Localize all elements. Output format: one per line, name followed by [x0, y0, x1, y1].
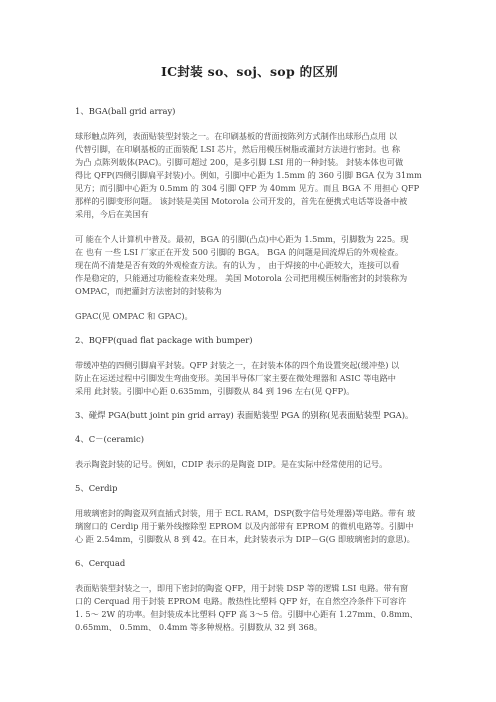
- paragraph-line: 0.65mm、 0.5mm、 0.4mm 等多种规格。引脚数从 32 到 368。: [75, 622, 323, 632]
- document-body: [75, 106, 424, 634]
- section-paragraph: [75, 130, 424, 221]
- section-heading: 4、C－(ceramic): [75, 434, 144, 444]
- paragraph-line: 可 能在个人计算机中普及。最初，BGA 的引脚(凸点)中心距为 1.5mm，引脚数为 225。现: [75, 234, 409, 244]
- paragraph-line: 球形触点阵列，表面贴装型封装之一。在印刷基板的背面按陈列方式制作出球形凸点用 以: [75, 131, 397, 141]
- section-paragraph: [75, 582, 424, 634]
- paragraph-line: 用玻璃密封的陶瓷双列直插式封装，用于 ECL RAM，DSP(数字信号处理器)等电路。带有 玻: [75, 508, 416, 518]
- section-paragraph: [75, 359, 424, 398]
- paragraph-line: 代替引脚，在印刷基板的正面装配 LSI 芯片，然后用模压树脂或灌封方法进行密封。也 称: [75, 144, 401, 154]
- paragraph-line: 那样的引脚变形问题。 该封装是美国 Motorola 公司开发的，首先在便携式电话等设备中被: [75, 196, 408, 206]
- paragraph-line: 表面贴装型封装之一，即用下密封的陶瓷 QFP，用于封装 DSP 等的逻辑 LSI 电路。带有窗: [75, 583, 409, 593]
- paragraph-line: 1. 5～ 2W 的功率。但封装成本比塑料 QFP 高 3～5 倍。引脚中心距有 1.27mm、0.8mm、: [75, 609, 418, 619]
- paragraph-line: 在 也有 一些 LSI 厂家正在开发 500 引脚的 BGA。 BGA 的问题是回流焊后的外观检查。: [75, 247, 404, 257]
- section-heading: 3、碰焊 PGA(butt joint pin grid array) 表面贴装型 PGA 的别称(见表面贴装型 PGA)。: [75, 410, 414, 420]
- section-paragraph: [75, 458, 424, 471]
- paragraph-line: 防止在运送过程中引脚发生弯曲变形。美国半导体厂家主要在微处理器和 ASIC 等电路中: [75, 373, 396, 383]
- paragraph-line: 得比 QFP(四侧引脚扁平封装)小。例如，引脚中心距为 1.5mm 的 360 引脚 BGA 仅为 31mm: [75, 170, 422, 180]
- section-heading: 1、BGA(ball grid array): [75, 106, 176, 116]
- paragraph-line: 采用，今后在美国有: [75, 209, 149, 219]
- paragraph-line: 表示陶瓷封装的记号。例如，CDIP 表示的是陶瓷 DIP。是在实际中经常使用的记号。: [75, 459, 388, 469]
- section-paragraph: [75, 507, 424, 546]
- paragraph-line: 带缓冲垫的四侧引脚扁平封装。QFP 封装之一，在封装本体的四个角设置突起(缓冲垫) 以: [75, 360, 400, 370]
- section-heading: 6、Cerquad: [75, 558, 126, 568]
- paragraph-line: GPAC(见 OMPAC 和 GPAC)。: [75, 311, 193, 321]
- section-heading: 2、BQFP(quad flat package with bumper): [75, 335, 253, 345]
- paragraph-line: 心 距 2.54mm，引脚数从 8 到 42。在日本，此封装表示为 DIP－G(G 即玻璃密封的意思)。: [75, 534, 415, 544]
- paragraph-line: 璃窗口的 Cerdip 用于紫外线擦除型 EPROM 以及内部带有 EPROM 的微机电路等。引脚中: [75, 521, 414, 531]
- paragraph-line: 为凸 点陈列载体(PAC)。引脚可超过 200，是多引脚 LSI 用的一种封装。 封装本体也可做: [75, 157, 404, 167]
- paragraph-line: 见方；而引脚中心距为 0.5mm 的 304 引脚 QFP 为 40mm 见方。而且 BGA 不 用担心 QFP: [75, 183, 420, 193]
- paragraph-line: 现在尚不清楚是否有效的外观检查方法。有的认为 ， 由于焊接的中心距较大，连接可以看: [75, 260, 400, 270]
- section-paragraph: [75, 233, 424, 298]
- section-heading: 5、Cerdip: [75, 483, 118, 493]
- section-paragraph: [75, 310, 424, 323]
- paragraph-line: OMPAC，而把灌封方法密封的封装称为: [75, 286, 222, 296]
- paragraph-line: 采用 此封装。引脚中心距 0.635mm，引脚数从 84 到 196 左右(见 QFP)。: [75, 386, 355, 396]
- paragraph-line: 作是稳定的，只能通过功能检查来处理。 美国 Motorola 公司把用模压树脂密封的封装称为: [75, 273, 408, 283]
- paragraph-line: 口的 Cerquad 用于封装 EPROM 电路。散热性比塑料 QFP 好，在自然空冷条件下可容许: [75, 596, 407, 606]
- document-title: IC封装 so、soj、sop 的区别: [160, 64, 339, 79]
